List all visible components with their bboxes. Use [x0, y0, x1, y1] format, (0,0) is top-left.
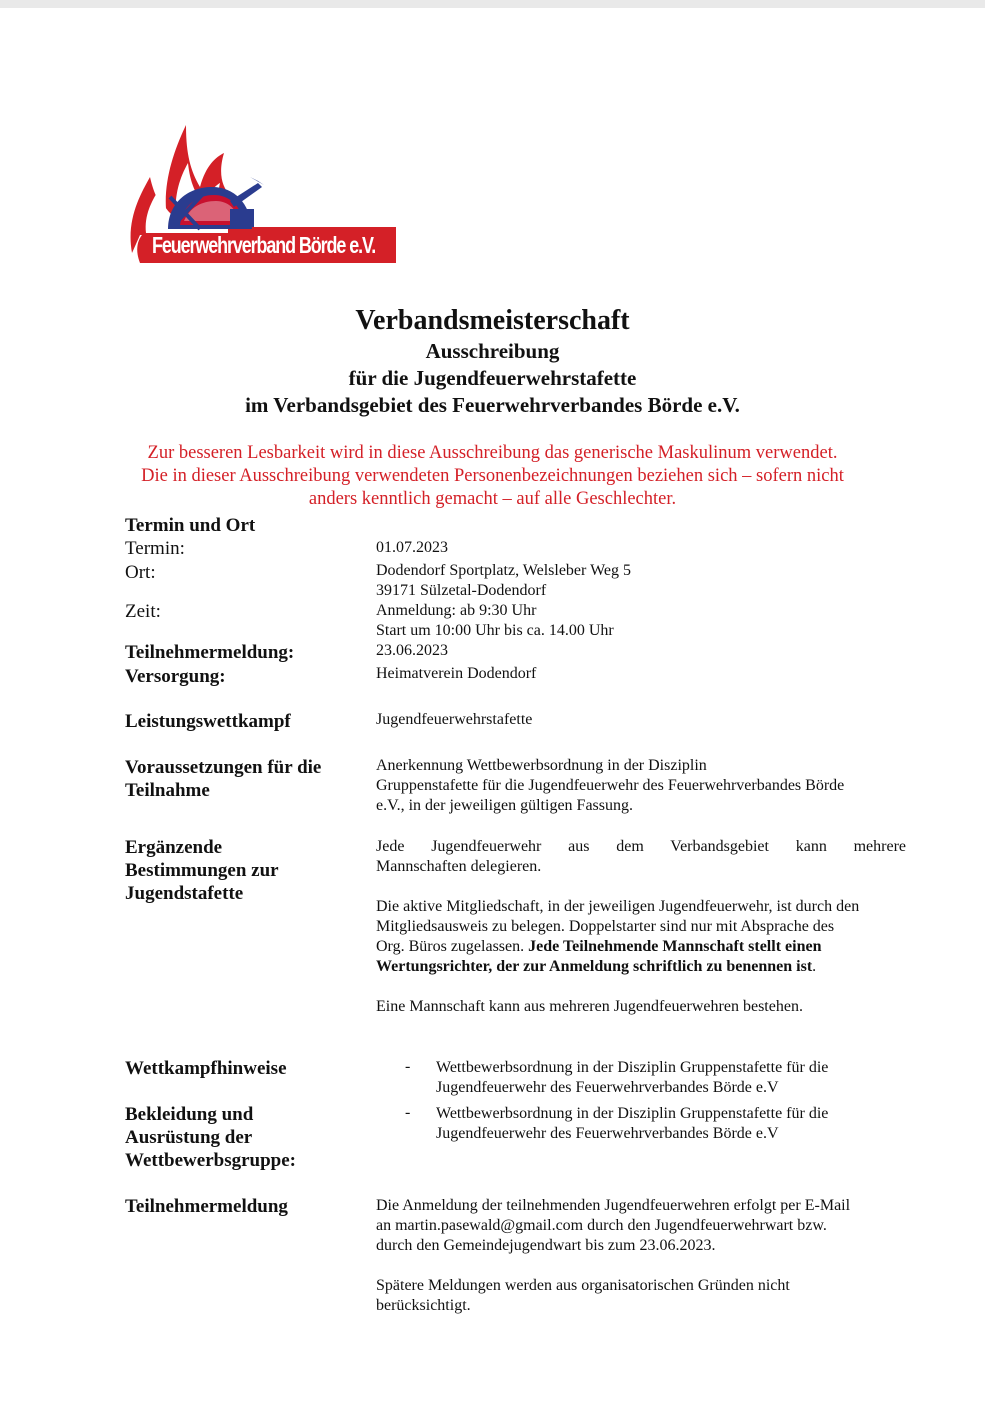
logo-text: Feuerwehrverband Börde e.V.	[152, 232, 376, 258]
zeit-value	[376, 601, 614, 641]
label-line: Bekleidung und	[125, 1104, 254, 1125]
ort-label: Ort:	[125, 562, 156, 583]
voraussetzungen-label	[125, 756, 321, 802]
teilnehmermeldung-value: 23.06.2023	[376, 642, 448, 659]
teilnehmermeldung-label: Teilnehmermeldung:	[125, 642, 295, 663]
text-line: Jugendfeuerwehr des Feuerwehrverbandes Börde e.V	[436, 1079, 779, 1096]
page-title: Verbandsmeisterschaft	[355, 305, 630, 336]
text-line	[376, 937, 908, 957]
bekleidung-label	[125, 1103, 296, 1172]
text-line: Gruppenstafette für die Jugendfeuerwehr des Feuerwehrverbandes Börde	[376, 777, 845, 794]
ort-value	[376, 561, 631, 601]
label-line: Teilnahme	[125, 780, 210, 801]
voraussetzungen-text	[376, 756, 844, 816]
label-line: Wettbewerbsgruppe:	[125, 1150, 296, 1171]
termin-value: 01.07.2023	[376, 539, 448, 556]
text-segment: .	[812, 958, 817, 975]
ort-line: 39171 Sülzetal-Dodendorf	[376, 582, 547, 599]
leistungswettkampf-value: Jugendfeuerwehrstafette	[376, 711, 533, 728]
ergaenzende-paragraph-3: Eine Mannschaft kann aus mehreren Jugendfeuerwehren bestehen.	[376, 998, 803, 1015]
leistungswettkampf-label: Leistungswettkampf	[125, 711, 291, 732]
text-line: Wettbewerbsordnung in der Disziplin Gruppenstafette für die	[436, 1105, 829, 1122]
teilnehmermeldung-text	[376, 1196, 850, 1256]
notice-text	[0, 442, 985, 511]
text-line: Wettbewerbsordnung in der Disziplin Gruppenstafette für die	[436, 1059, 829, 1076]
label-line: Bestimmungen zur	[125, 860, 279, 881]
spaetere-meldungen-text	[376, 1276, 790, 1316]
subtitle-ausschreibung: Ausschreibung	[425, 339, 560, 363]
subtitle-stafette: für die Jugendfeuerwehrstafette	[348, 366, 637, 390]
text-line: Jede Jugendfeuerwehr aus dem Verbandsgebiet kann mehrere	[376, 838, 906, 855]
versorgung-value: Heimatverein Dodendorf	[376, 665, 537, 682]
termin-heading: Termin und Ort	[125, 515, 256, 536]
bullet-dash: -	[405, 1058, 411, 1075]
text-line: berücksichtigt.	[376, 1297, 471, 1314]
text-line: Mitgliedsausweis zu belegen. Doppelstarter sind nur mit Absprache des	[376, 918, 835, 935]
ort-line: Dodendorf Sportplatz, Welsleber Weg 5	[376, 562, 631, 579]
emphasis-text: Wertungsrichter, der zur Anmeldung schriftlich zu benennen ist	[376, 958, 813, 975]
zeit-line: Start um 10:00 Uhr bis ca. 14.00 Uhr	[376, 622, 614, 639]
ergaenzende-label	[125, 836, 279, 905]
ergaenzende-paragraph-1	[376, 837, 906, 877]
ergaenzende-paragraph-2	[376, 897, 908, 977]
text-line	[376, 957, 908, 977]
text-segment: Org. Büros zugelassen.	[376, 938, 529, 955]
versorgung-label: Versorgung:	[125, 666, 226, 687]
text-line: Anerkennung Wettbewerbsordnung in der Disziplin	[376, 757, 707, 774]
emphasis-text: Jede Teilnehmende Mannschaft stellt einen	[528, 938, 822, 955]
text-line: Mannschaften delegieren.	[376, 858, 542, 875]
wettkampfhinweise-item	[436, 1058, 828, 1098]
bekleidung-item	[436, 1104, 828, 1144]
text-line: Spätere Meldungen werden aus organisatorischen Gründen nicht	[376, 1277, 790, 1294]
label-line: Ergänzende	[125, 837, 223, 858]
notice-line: anders kenntlich gemacht – auf alle Geschlechter.	[308, 489, 677, 509]
zeit-label: Zeit:	[125, 601, 161, 622]
bullet-dash: -	[405, 1104, 411, 1121]
text-line: e.V., in der jeweiligen gültigen Fassung.	[376, 797, 633, 814]
notice-line: Die in dieser Ausschreibung verwendeten Personenbezeichnungen beziehen sich – sofern nicht	[141, 466, 844, 486]
label-line: Ausrüstung der	[125, 1127, 253, 1148]
text-line: Jugendfeuerwehr des Feuerwehrverbandes Börde e.V	[436, 1125, 779, 1142]
wettkampfhinweise-label: Wettkampfhinweise	[125, 1058, 287, 1079]
text-line: an martin.pasewald@gmail.com durch den Jugendfeuerwehrwart bzw.	[376, 1217, 827, 1234]
text-line: Die aktive Mitgliedschaft, in der jeweiligen Jugendfeuerwehr, ist durch den	[376, 898, 860, 915]
label-line: Voraussetzungen für die	[125, 757, 322, 778]
termin-label: Termin:	[125, 538, 185, 559]
zeit-line: Anmeldung: ab 9:30 Uhr	[376, 602, 537, 619]
subtitle-verbandsgebiet: im Verbandsgebiet des Feuerwehrverbandes Börde e.V.	[245, 393, 740, 417]
text-line: durch den Gemeindejugendwart bis zum 23.06.2023.	[376, 1237, 716, 1254]
top-bar	[0, 0, 985, 8]
teilnehmermeldung-section-label: Teilnehmermeldung	[125, 1196, 288, 1217]
text-line: Die Anmeldung der teilnehmenden Jugendfeuerwehren erfolgt per E-Mail	[376, 1197, 851, 1214]
label-line: Jugendstafette	[125, 883, 244, 904]
notice-line: Zur besseren Lesbarkeit wird in diese Ausschreibung das generische Maskulinum verwendet.	[147, 443, 838, 463]
